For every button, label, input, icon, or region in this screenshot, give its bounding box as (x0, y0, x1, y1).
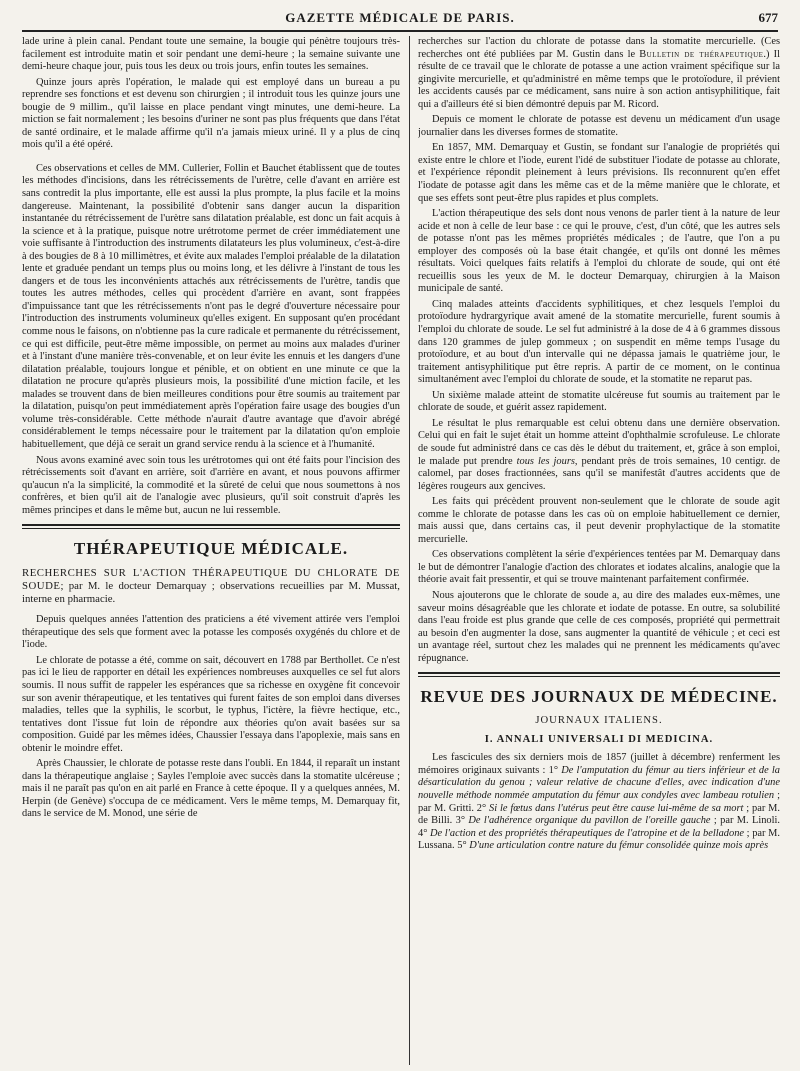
paragraph: Cinq malades atteints d'accidents syphilitiques, et chez lesquels l'emploi du protoïodure hydrargyrique avait amené de la stomatite mercurielle, furent soumis à l'emploi du chlorate de soude. Le sel fut administré à la dose de 4 à 6 grammes dissous dans 120 grammes de julep gommeux ; on suspendit en même temps l'usage du protoïodure, et au bout d'un intervalle qui ne dépassa jamais le quatrième jour, le traitement antisyphilitique put être repris. A partir de ce moment, on le continua simultanément avec l'emploi du chlorate de soude, et la stomatite ne reparut pas. (418, 298, 780, 386)
text-run: Le résultat le plus remarquable est celui obtenu dans une dernière observation. Celui qui en fait le sujet était un homme atteint d'ophthalmie scrofuleuse. Le chlorate de soude fut administré dans ce cas dès le début du traitement, et, grâce à son emploi, le malade put prendre (418, 417, 780, 467)
text-run: Les fascicules des six derniers mois de 1857 (juillet à décembre) renferment les mémoires originaux suivants : 1° (418, 752, 780, 776)
right-column (418, 36, 780, 1065)
column-divider (409, 36, 410, 1065)
italic-run: De l'amputation du fémur au tiers inférieur et de la désarticulation du genou ; valeur relative de chacune d'elles, avec indication d'une nouvelle méthode nommée amputation du fémur aux condyles avec lambeau rotulien (418, 764, 780, 801)
paragraph: L'action thérapeutique des sels dont nous venons de parler tient à la nature de leur acide et non à celle de leur base : ce qui le prouve, c'est, d'un côté, que les autres sels de potasse n'ont pas les mêmes propriétés médicales ; de l'autre, que l'on a pu employer des composés où la base était changée, et qu'ils ont donné les mêmes résultats. Voici quelques faits relatifs à l'emploi du chlorate de soude, qui ont été recueillis sous les yeux de M. le docteur Demarquay, chirurgien à la Maison municipale de santé. (418, 208, 780, 295)
section-title: THÉRAPEUTIQUE MÉDICALE. (73, 539, 349, 559)
text-run: ; par M. de Billi. 3° (418, 802, 780, 827)
paragraph: Depuis quelques années l'attention des praticiens a été vivement attirée vers l'emploi thérapeutique des sels que forment avec la potasse les composés oxygénés du chlore et de l'iode. (22, 614, 400, 651)
paragraph: Depuis ce moment le chlorate de potasse est devenu un médicament d'un usage journalier dans les diverses formes de stomatite. (418, 114, 780, 138)
paragraph: Nous ajouterons que le chlorate de soude a, au dire des malades eux-mêmes, une saveur moins désagréable que les chlorate et iodate de potasse. En outre, sa solubilité dans l'eau froide est plus grande que celle de ces composés, propriété qui permettrait au besoin d'en augmenter la dose, sans augmenter la quantité de véhicule ; et ceci est un avantage réel, surtout chez les malades qui ne prennent les médicaments qu'avec répugnance. (418, 589, 780, 664)
paragraph: En 1857, MM. Demarquay et Gustin, se fondant sur l'analogie de propriétés qui existe entre le chlore et l'iode, eurent l'idé de substituer l'iodate de potasse au chlorate, et l'expérience répondit pleinement à leurs prévisions. Ils reconnurent qu'en effet l'iodate de potasse agit dans les même cas et de la même manière que le chlorate, et que ses effets sont peut-être plus rapides et plus complets. (418, 142, 780, 204)
article-lead-caps: RECHERCHES SUR L'ACTION THÉRAPEUTIQUE DU CHLORATE DE SOUDE (22, 567, 400, 593)
text-run: , pendant près de trois semaines, 10 centigr. de calomel, par doses fractionnées, sans qu'il se manifestât d'autres accidents que de légères rougeurs aux gencives. (418, 455, 780, 492)
page-number: 677 (758, 10, 778, 25)
paragraph: Un sixième malade atteint de stomatite ulcéreuse fut soumis au traitement par le chlorate de soude, et guérit assez rapidement. (418, 389, 780, 414)
text-run: ; par M. Gritti. 2° (418, 789, 780, 814)
italic-run: Si le fœtus dans l'utérus peut être cause lui-même de sa mort (489, 802, 744, 814)
left-column (22, 36, 400, 1065)
text-run: .) Il résulte de ce travail que le chlorate de potasse a une action vraiment spécifique sur la gingivite mercurielle, et qu'administré en même temps que le protoïodure, il prévient les accidents causés par ce médicament, sans nuire à son action antisyphilitique, fait qui a d'ailleurs été si bien démontré depuis par M. Ricord. (418, 48, 780, 110)
section-divider (418, 672, 780, 677)
subsection-title: I. ANNALI UNIVERSALI DI MEDICINA. (484, 733, 714, 745)
text-run: recherches sur l'action du chlorate de potasse dans la stomatite mercurielle. (Ces recherches ont été publiées par M. Gustin dans le (418, 36, 780, 60)
paragraph: Les faits qui précèdent prouvent non-seulement que le chlorate de soude agit comme le chlorate de potasse dans les cas où on emploie habituellement ce dernier, mais aussi que, dans certains cas, il peut devenir prophylactique de la stomatite mercurielle. (418, 496, 780, 545)
article-lead-rest: ; par M. le docteur Demarquay ; observations recueillies par M. Mussat, interne en pharmacie. (22, 580, 400, 606)
paragraph: Après Chaussier, le chlorate de potasse reste dans l'oubli. En 1844, il reparaît un instant dans la thérapeutique anglaise ; Sayles l'emploie avec succès dans la stomatite ulcéreuse ; mais il ne paraît pas qu'on en ait parlé en France à cette époque. Il y a quelques années, M. Herpin (de Genève) s'occupa de ce médicament. Vers le même temps, M. Demarquay fit, dans le service de M. Monod, une série de (22, 758, 400, 820)
paragraph (418, 752, 780, 852)
journal-title: GAZETTE MÉDICALE DE PARIS. (285, 10, 515, 25)
journal-reference: Bulletin de thérapeutique (639, 48, 764, 60)
section-divider (22, 524, 400, 529)
page-header (22, 8, 778, 32)
paragraph: Quinze jours après l'opération, le malade qui est employé dans un bureau a pu reprendre ses fonctions et est devenu son chirurgien ; il introduit tous les quinze jours une bougie de 9 millim., qu'il laisse en place pendant vingt minutes, une demi-heure. La miction se fait normalement ; les besoins d'uriner ne sont pas plus fréquents que dans l'état de santé ordinaire, et le malade affirme qu'il n'a jamais mieux uriné. Il y a plus de cinq mois qu'il a été opéré. (22, 76, 400, 151)
paragraph (418, 418, 780, 493)
article-lead (22, 567, 400, 606)
paragraph: Ces observations complètent la série d'expériences tentées par M. Demarquay dans le but de démontrer l'analogie d'action des chlorates et iodates alcalins, analogie que la théorie avait fait pressentir, et qui se trouve maintenant parfaitement confirmée. (418, 549, 780, 586)
italic-run: De l'adhérence organique du pavillon de l'oreille gauche (468, 815, 711, 827)
paragraph: Nous avons examiné avec soin tous les urétrotomes qui ont été faits pour l'incision des rétrécissements soit d'avant en arrière, soit d'arrière en avant, et nous pouvons affirmer qu'aucun n'a la simplicité, la commodité et la sûreté de celui que nous soumettons à nos confrères, et bien qu'il ait de l'analogie avec plusieurs, qu'il soit construit d'après les mêmes principes et dans le même but, aucun ne lui ressemble. (22, 454, 400, 516)
section-subtitle: JOURNAUX ITALIENS. (535, 715, 663, 727)
text-run: ; par M. Lussana. 5° (418, 827, 780, 852)
text-run: ; par M. Linoli. 4° (418, 815, 780, 839)
section-title: REVUE DES JOURNAUX DE MÉDECINE. (420, 687, 778, 707)
paragraph: lade urine à plein canal. Pendant toute une semaine, la bougie qui pénètre toujours très-facilement est introduite matin et soir pendant une demi-heure ; la semaine suivante une demi-heure chaque jour, puis tous les deux ou trois jours, enfin toutes les semaines. (22, 36, 400, 73)
paragraph: Le chlorate de potasse a été, comme on sait, découvert en 1788 par Berthollet. Ce n'est pas ici le lieu de rapporter en détail les expériences nombreuses auxquelles ce sel fut alors soumis. Il nous suffit de rappeler les espérances que sa richesse en oxygène fit concevoir sur son avenir thérapeutique, et les tentatives qui furent faites de son emploi dans diverses maladies, telles que la syphilis, le scorbut, le typhus, l'ictère, la fièvre hectique, etc., tentatives dont l'issue fut loin de répondre aux théories qu'on avait basées sur sa composition. Guidé par les mêmes idées, Chaussier l'essaya dans l'apoplexie, mais sans en obtenir le moindre effet. (22, 654, 400, 754)
italic-run: De l'action et des propriétés thérapeutiques de l'atropine et de la belladone (430, 827, 745, 839)
italic-run: D'une articulation contre nature du fémur consolidée quinze mois après (469, 840, 769, 852)
italic-run: tous les jours (516, 455, 575, 467)
paragraph (418, 36, 780, 111)
paragraph: Ces observations et celles de MM. Cullerier, Follin et Bauchet établissent que de toutes les méthodes d'incisions, dans les rétrécissements de l'urètre, celle d'avant en arrière est sans contredit la plus importante, elle est aussi la plus prompte, la plus facile et la moins dangereuse. Maintenant, la possibilité d'obtenir sans danger aucun la disparition instantanée du rétrécissement de l'urètre sans dilatation préalable, est donc un fait acquis à la science et à la pratique, puisque notre urétrotome permet de créer immédiatement une voie suffisante à l'introduction des instruments dilatateurs les plus volumineux, c'est-à-dire à des bougies de 8 à 10 millimètres, et évite aux malades l'emploi préalable de la dilatation lente et graduée pendant un temps plus ou moins long, et les délivre à l'instant de tous les dangers et de tous les inconvénients attachés aux rétrécissements de l'urètre, tandis que toutes les autres méthodes, celles qui procèdent d'arrière en avant, sont frappées d'impuissance tant que les rétrécissements n'ont pas le degré d'ouverture nécessaire pour l'introduction des instruments volumineux qu'elles exigent. En supposant qu'en procédant comme nous le faisons, on n'obtienne pas la cure radicale et permanente du rétrécissement, ce qui est difficile, peut-être même impossible, on permet au moins aux malades d'uriner et à l'instant d'une manière très-convenable, et on leur évite les ennuis et les dangers d'une dilatation préalable, toujours longue et pénible, et on obtient en une minute ce que la dilatation ne procure qu'après plusieurs mois, la possibilité d'une miction facile, et les malades se trouvent dans de bien meilleures conditions pour être soumis au traitement par la dilatation, puisqu'on peut immédiatement après l'opération faire usage des bougies d'un volume très-considérable. Cette méthode n'aurait d'autre avantage que d'avoir abrégé considérablement le temps nécessaire pour le traitement par la dilatation qu'on emploie habituellement, que déjà ce serait un grand service rendu à la science et à l'humanité. (22, 162, 400, 450)
